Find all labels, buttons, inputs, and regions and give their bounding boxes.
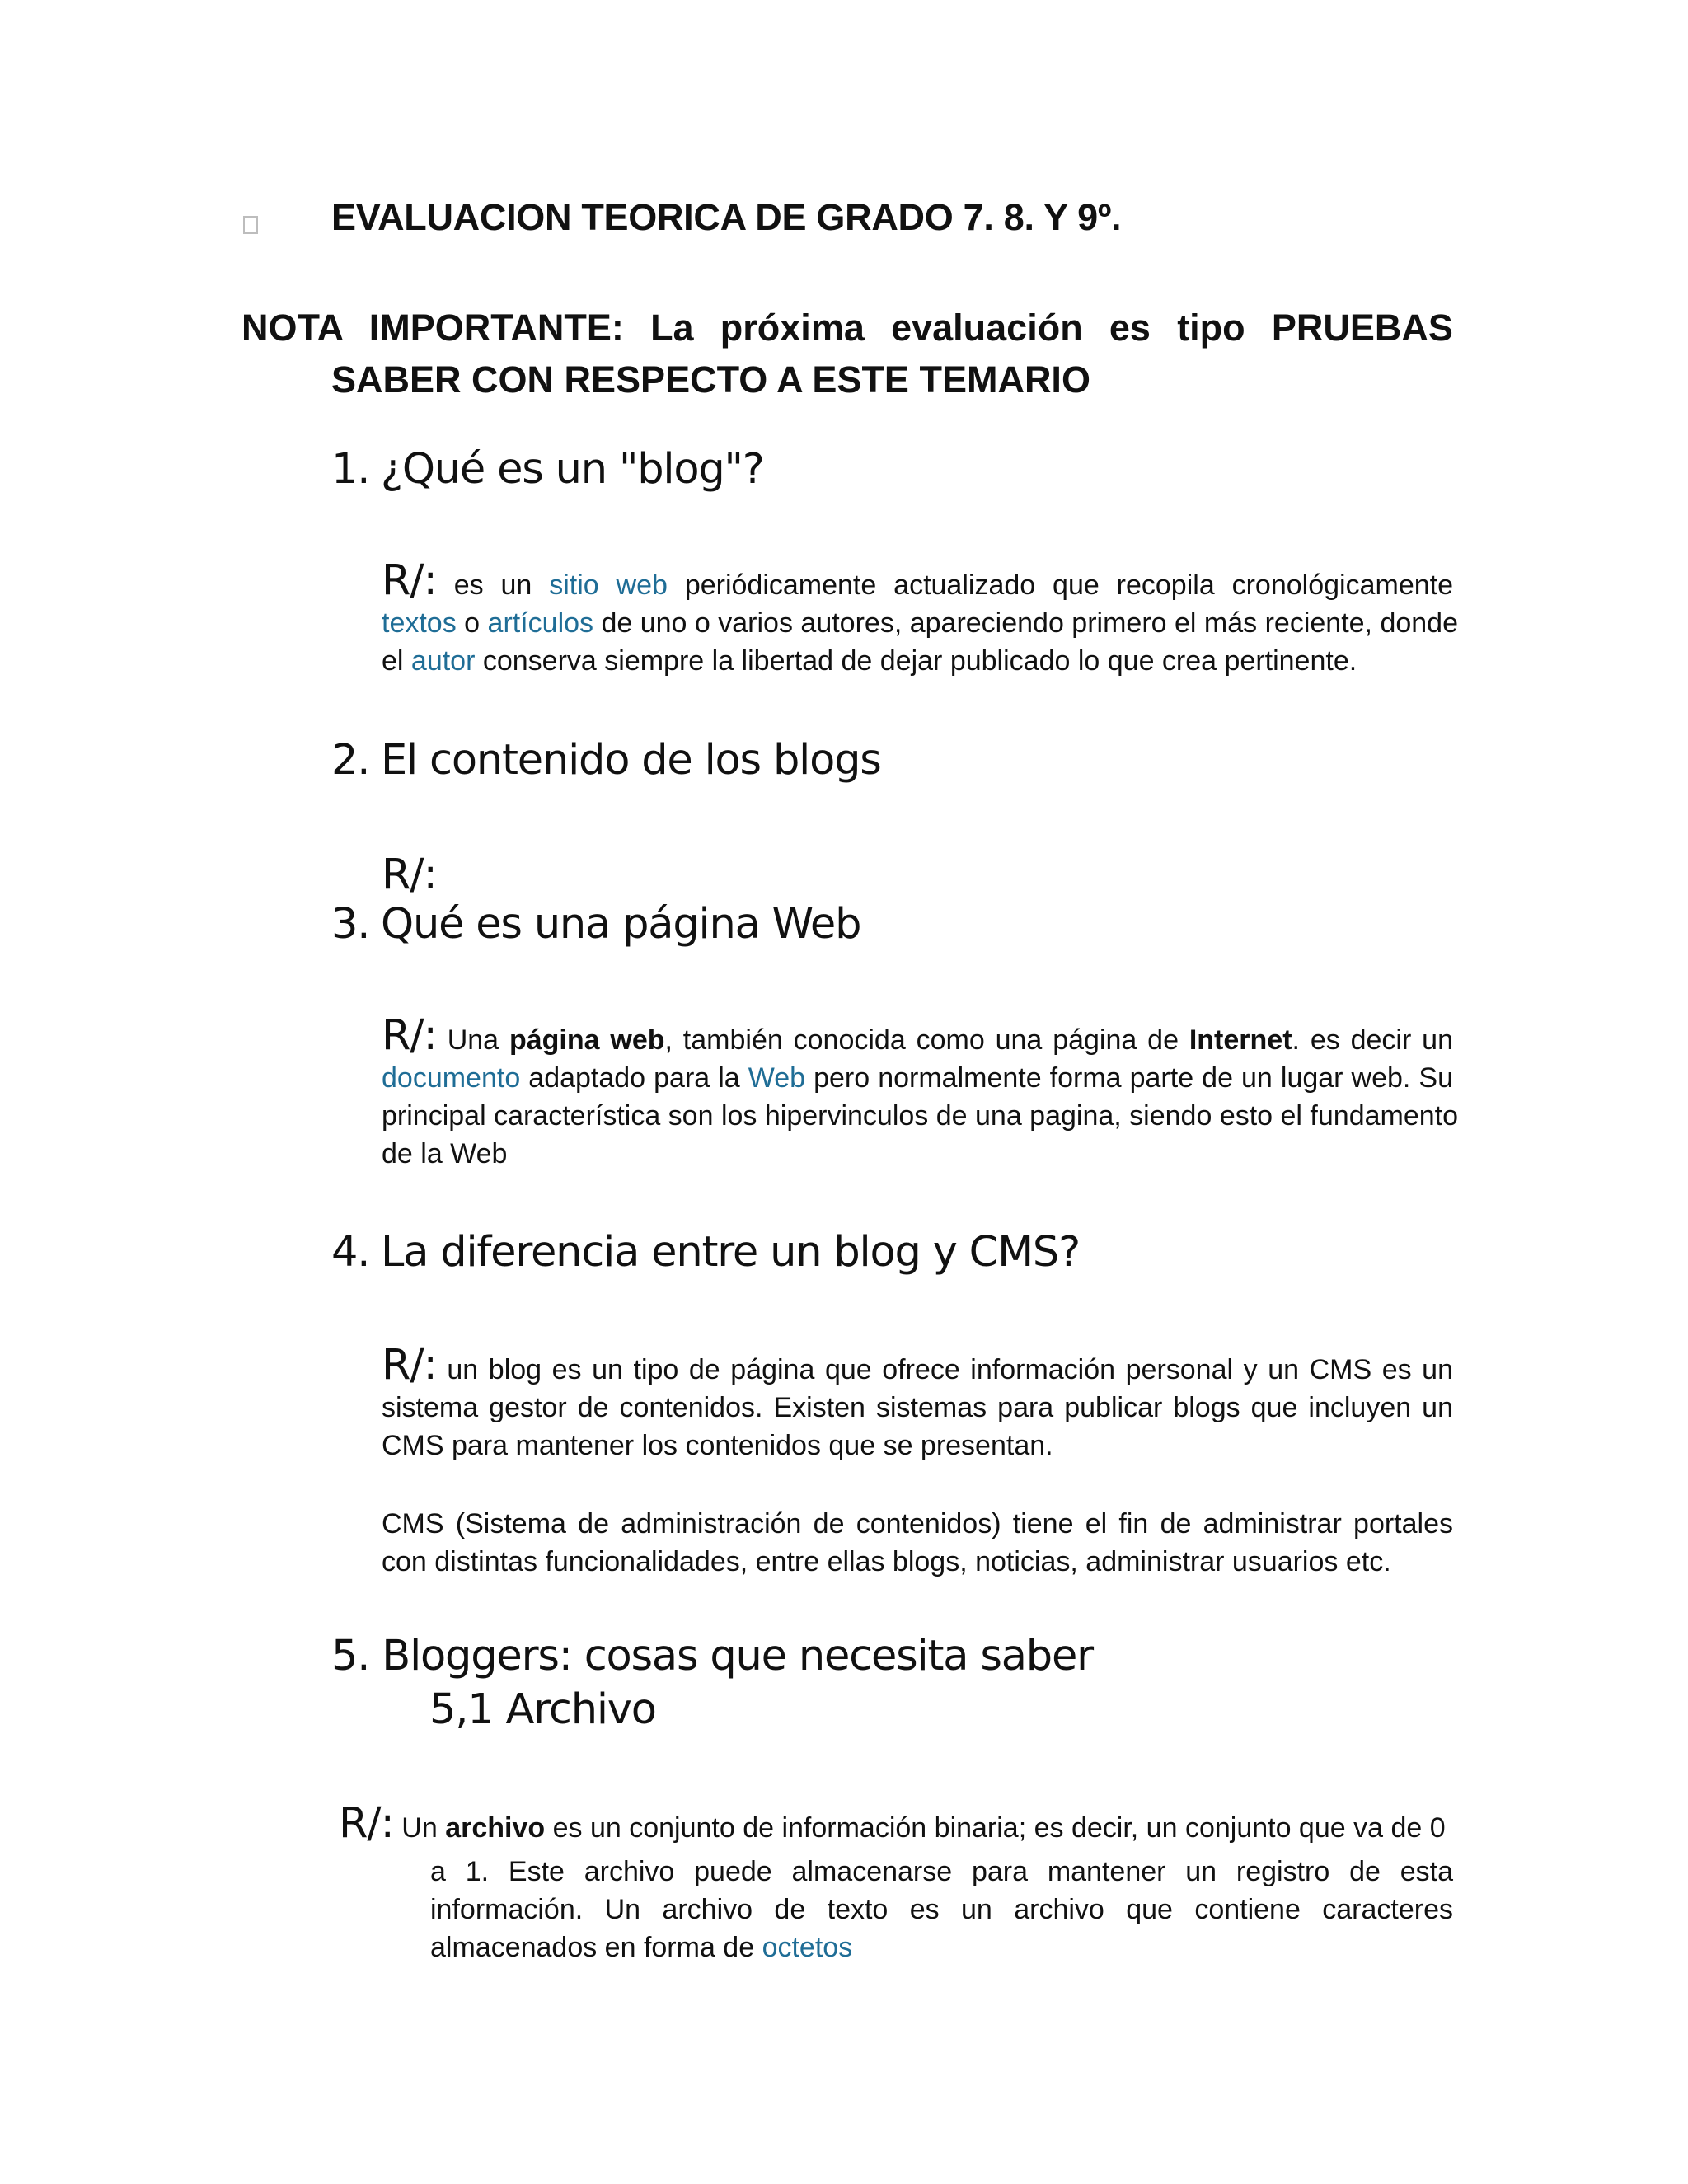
link-articulos[interactable]: artículos xyxy=(487,607,594,639)
link-octetos[interactable]: octetos xyxy=(762,1932,853,1963)
bullet-square-icon xyxy=(243,216,258,234)
question-text: ¿Qué es un "blog"? xyxy=(381,445,764,494)
answer-2-label: R/: xyxy=(382,851,437,899)
answer-label: R/: xyxy=(382,556,437,605)
answer-3: R/: Una página web, también conocida como una página de Internet. es decir un documento adaptado para la Web pero normalmente forma parte de un lugar web. Su principal característica son los hipervinculos de una pagina, siendo esto el fundamento de la Web xyxy=(382,1011,1459,1169)
question-text: Qué es una página Web xyxy=(381,900,861,949)
link-textos[interactable]: textos xyxy=(382,607,457,639)
question-number: 3. xyxy=(331,900,370,949)
question-number: 2. xyxy=(331,736,370,785)
question-4-heading xyxy=(331,1228,1080,1277)
answer-label: R/: xyxy=(382,1341,437,1390)
document-title: EVALUACION TEORICA DE GRADO 7. 8. Y 9º. xyxy=(331,196,1122,238)
question-5-subheading: 5,1 Archivo xyxy=(429,1685,656,1734)
question-text: La diferencia entre un blog y CMS? xyxy=(381,1228,1080,1277)
question-1-heading xyxy=(331,445,764,494)
link-sitio-web[interactable]: sitio web xyxy=(549,569,668,601)
question-text: El contenido de los blogs xyxy=(381,736,881,785)
link-web[interactable]: Web xyxy=(748,1062,806,1094)
answer-1: R/: es un sitio web periódicamente actualizado que recopila cronológicamente textos o artículos de uno o varios autores, apareciendo primero el más reciente, donde el autor conserva siempre la libertad de dejar publicado lo que crea pertinente. xyxy=(382,556,1458,677)
question-number: 4. xyxy=(331,1228,370,1277)
question-number: 1. xyxy=(331,445,370,494)
question-5-heading xyxy=(331,1632,1093,1680)
question-number: 5. xyxy=(331,1632,370,1680)
answer-4: R/: un blog es un tipo de página que ofrece información personal y un CMS es un sistema gestor de contenidos. Existen sistemas para publicar blogs que incluyen un CMS para mantener los contenidos que se presentan. xyxy=(382,1341,1453,1461)
question-2-heading xyxy=(331,736,881,785)
answer-5: R/: Un archivo es un conjunto de información binaria; es decir, un conjunto que va de 0 xyxy=(339,1799,1446,1848)
link-autor[interactable]: autor xyxy=(410,645,476,677)
important-note-line-2: SABER CON RESPECTO A ESTE TEMARIO xyxy=(331,359,1090,401)
question-3-heading xyxy=(331,900,860,949)
important-note-line-1: NOTA IMPORTANTE: La próxima evaluación es tipo PRUEBAS xyxy=(241,307,1453,349)
link-documento[interactable]: documento xyxy=(382,1062,521,1094)
question-text: Bloggers: cosas que necesita saber xyxy=(382,1632,1093,1680)
answer-4-paragraph-2: CMS (Sistema de administración de contenidos) tiene el fin de administrar portales con distintas funcionalidades, entre ellas blogs, noticias, administrar usuarios etc. xyxy=(382,1508,1453,1577)
answer-label: R/: xyxy=(382,1011,437,1060)
answer-label: R/: xyxy=(339,1799,394,1848)
answer-5-continued: a 1. Este archivo puede almacenarse para mantener un registro de esta información. Un archivo de texto es un archivo que contiene caracteres almacenados en forma de octetos xyxy=(430,1856,1453,1963)
